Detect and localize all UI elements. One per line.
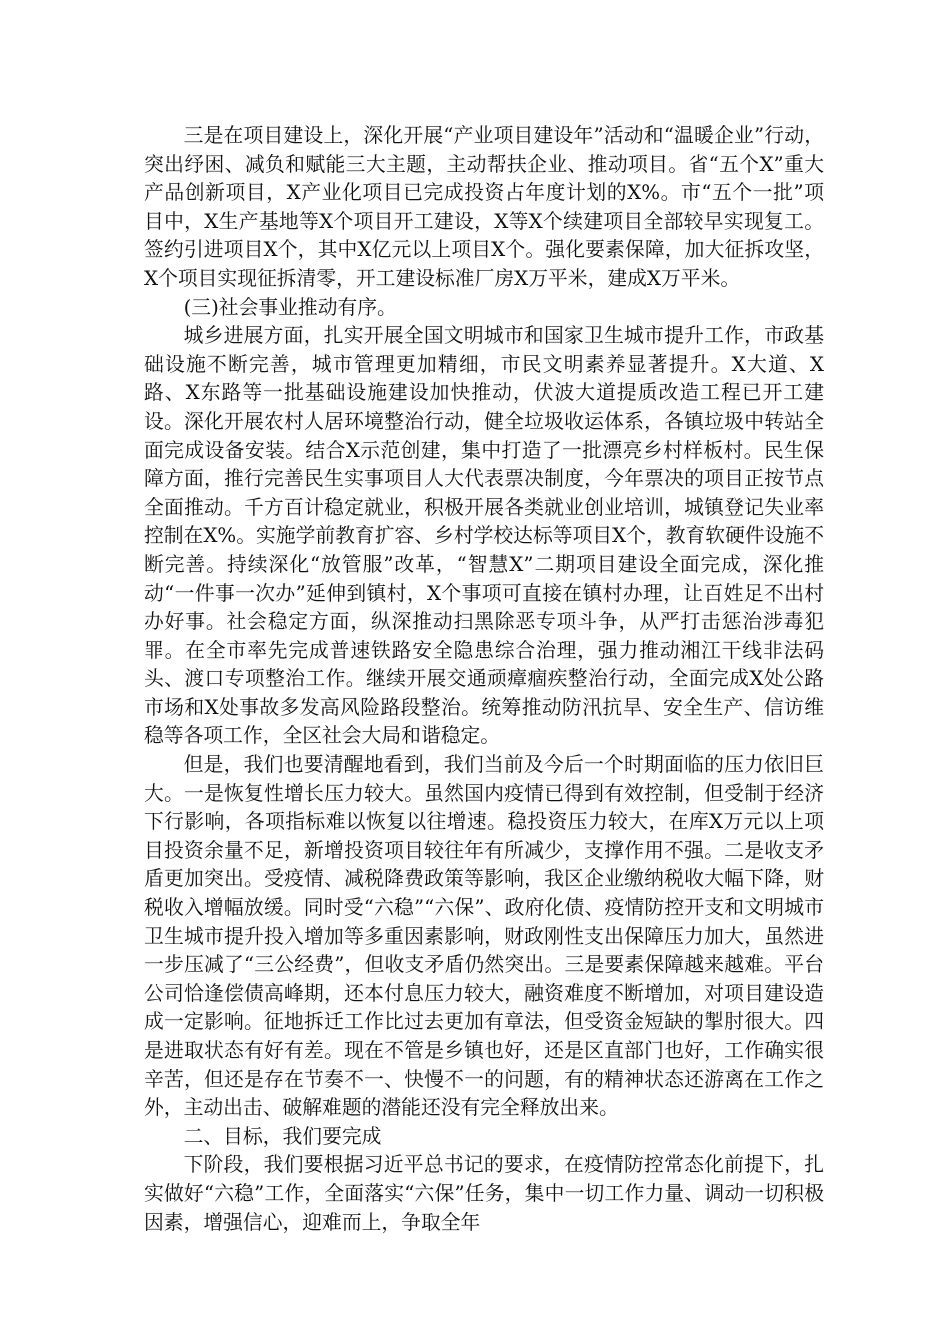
paragraph-next-stage: 下阶段，我们要根据习近平总书记的要求，在疫情防控常态化前提下，扎实做好“六稳”工作，全面落实“六保”任务，集中一切工作力量、调动一切积极因素，增强信心，迎难而上，争取全年 [144, 1153, 824, 1234]
paragraph-pressures: 但是，我们也要清醒地看到，我们当前及今后一个时期面临的压力依旧巨大。一是恢复性增长压力较大。虽然国内疫情已得到有效控制，但受制于经济下行影响，各项指标难以恢复以往增速。稳投资压力较大，在库X万元以上项目投资余量不足，新增投资项目较往年有所减少，支撑作用不强。二是收支矛盾更加突出。受疫情、减税降费政策等影响，我区企业缴纳税收大幅下降，财税收入增幅放缓。同时受“六稳”“六保”、政府化债、疫情防控开支和文明城市卫生城市提升投入增加等多重因素影响，财政刚性支出保障压力加大，虽然进一步压减了“三公经费”，但收支矛盾仍然突出。三是要素保障越来越难。平台公司恰逢偿债高峰期，还本付息压力较大，融资难度不断增加，对项目建设造成一定影响。征地拆迁工作比过去更加有章法，但受资金短缺的掣肘很大。四是进取状态有好有差。现在不管是乡镇也好，还是区直部门也好，工作确实很辛苦，但还是存在节奏不一、快慢不一的问题，有的精神状态还游离在工作之外，主动出击、破解难题的潜能还没有完全释放出来。 [144, 753, 824, 1120]
paragraph-urban-rural-development: 城乡进展方面，扎实开展全国文明城市和国家卫生城市提升工作，市政基础设施不断完善，城市管理更加精细，市民文明素养显著提升。X大道、X路、X东路等一批基础设施建设加快推动，伏波大道提质改造工程已开工建设。深化开展农村人居环境整治行动，健全垃圾收运体系，各镇垃圾中转站全面完成设备安装。结合X示范创建，集中打造了一批漂亮乡村样板村。民生保障方面，推行完善民生实事项目人大代表票决制度，今年票决的项目正按节点全面推动。千方百计稳定就业，积极开展各类就业创业培训，城镇登记失业率控制在X%。实施学前教育扩容、乡村学校达标等项目X个，教育软硬件设施不断完善。持续深化“放管服”改革，“智慧X”二期项目建设全面完成，深化推动“一件事一次办”延伸到镇村，X个事项可直接在镇村办理，让百姓足不出村办好事。社会稳定方面，纵深推动扫黑除恶专项斗争，从严打击惩治涉毒犯罪。在全市率先完成普速铁路安全隐患综合治理，强力推动湘江干线非法码头、渡口专项整治工作。继续开展交通顽瘴痼疾整治行动，全面完成X处公路市场和X处事故多发高风险路段整治。统筹推动防汛抗旱、安全生产、信访维稳等各项工作，全区社会大局和谐稳定。 [144, 324, 824, 748]
document-body [144, 122, 824, 1237]
paragraph-project-construction: 三是在项目建设上，深化开展“产业项目建设年”活动和“温暖企业”行动，突出纾困、减负和赋能三大主题，主动帮扶企业、推动项目。省“五个X”重大产品创新项目，X产业化项目已完成投资占年度计划的X%。市“五个一批”项目中，X生产基地等X个项目开工建设，X等X个续建项目全部较早实现复工。签约引进项目X个，其中X亿元以上项目X个。强化要素保障，加大征拆攻坚，X个项目实现征拆清零，开工建设标准厂房X万平米，建成X万平米。 [144, 124, 824, 290]
section-heading-goals: 二、目标，我们要完成 [183, 1124, 382, 1148]
section-heading-social-affairs: (三)社会事业推动有序。 [183, 295, 397, 319]
